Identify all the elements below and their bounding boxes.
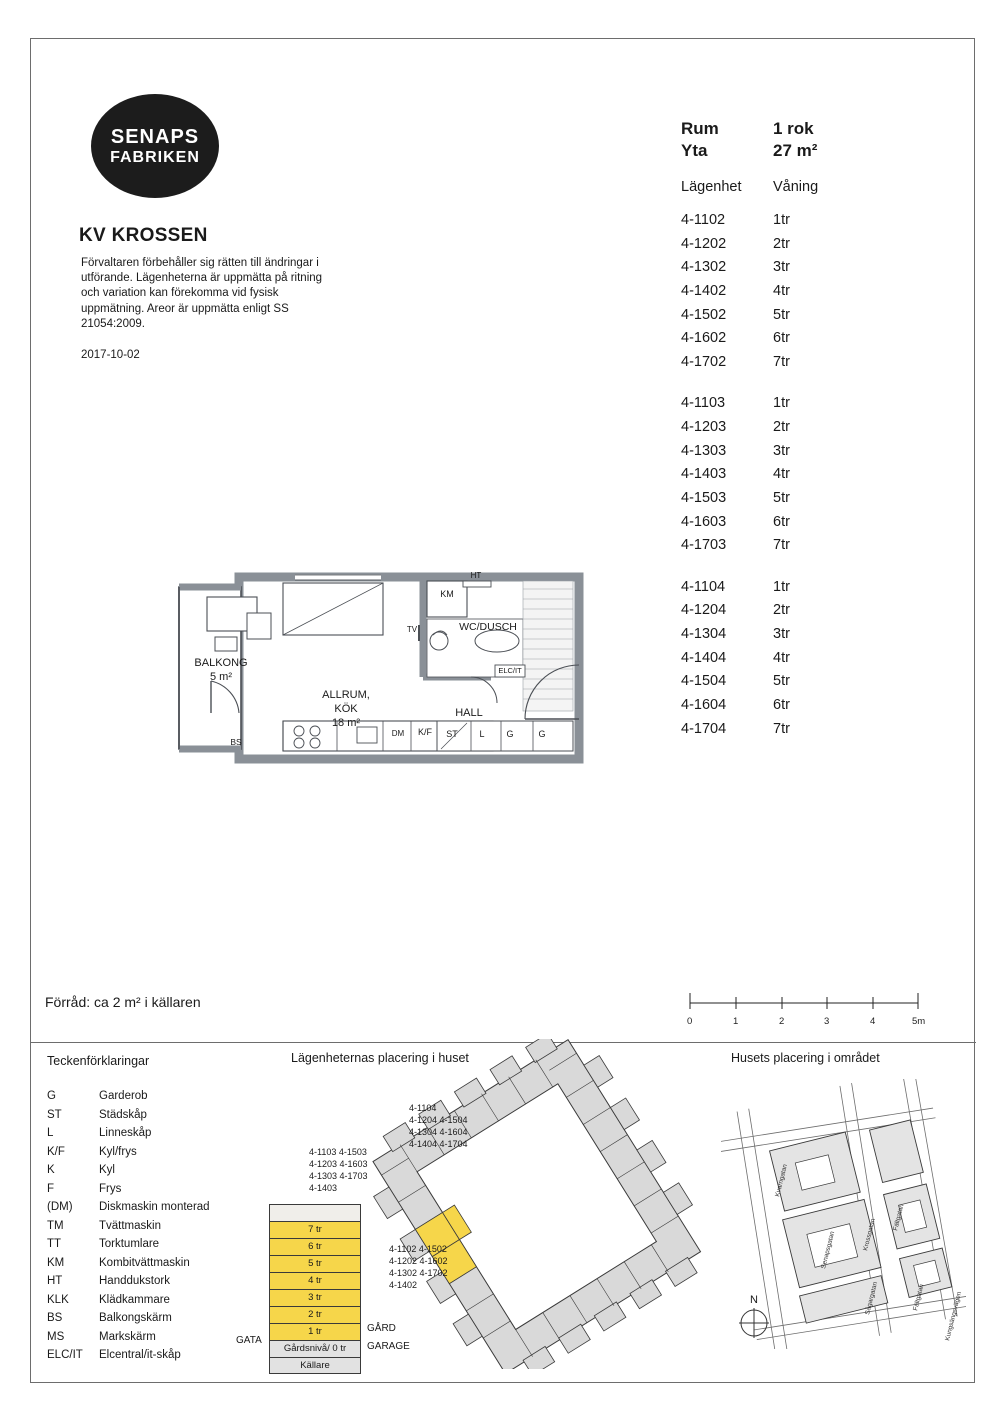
cell-floor: 4tr: [773, 282, 790, 299]
table-row: [681, 599, 911, 623]
area-map-title: Husets placering i området: [731, 1051, 880, 1065]
legend-title: Teckenförklaringar: [47, 1054, 150, 1068]
cell-floor: 3tr: [773, 442, 790, 459]
column-header-apartment: Lägenhet: [681, 179, 742, 195]
label-ht: HT: [470, 571, 482, 580]
building-plan-diagram: [361, 1039, 721, 1369]
document-date: 2017-10-02: [81, 349, 140, 361]
table-row: [681, 647, 911, 671]
stack-row: 7 tr: [269, 1221, 361, 1238]
cell-floor: 3tr: [773, 626, 790, 642]
code-line: 4-1302 4-1702: [389, 1267, 448, 1278]
legend-list: [47, 1087, 210, 1365]
list-item: [47, 1198, 210, 1217]
scale-tick: 3: [824, 1016, 830, 1027]
label-dm: DM: [391, 729, 405, 738]
code-line: 4-1402: [389, 1279, 418, 1290]
stack-row-ground: Gårdsnivå/ 0 tr: [269, 1340, 361, 1357]
legend-text: Tvättmaskin: [99, 1219, 161, 1232]
table-header-row: [681, 179, 911, 195]
stack-row: 1 tr: [269, 1323, 361, 1340]
stack-row: 3 tr: [269, 1289, 361, 1306]
compass-north: [731, 1294, 777, 1350]
compass-label: N: [750, 1294, 758, 1306]
list-item: [47, 1291, 210, 1310]
legend-text: Städskåp: [99, 1108, 147, 1121]
label-l: L: [479, 729, 485, 739]
label-g-1: G: [506, 729, 514, 739]
cell-floor: 4tr: [773, 649, 790, 666]
apartment-group-3: [681, 576, 911, 741]
legend-text: Linneskåp: [99, 1127, 152, 1139]
table-row: [681, 670, 911, 694]
list-item: [47, 1328, 210, 1347]
scale-bar-ticks: [686, 1016, 926, 1030]
street-label: Krossgatan: [862, 1217, 877, 1252]
legend-abbr: F: [47, 1182, 55, 1195]
cell-apartment: 4-1704: [681, 720, 727, 737]
scale-tick: 1: [733, 1016, 739, 1027]
stack-row: 5 tr: [269, 1255, 361, 1272]
logo-senapsfabriken: [91, 94, 219, 198]
legend-text: Klädkammare: [99, 1293, 170, 1306]
table-row: [681, 280, 911, 304]
cell-apartment: 4-1603: [681, 513, 727, 530]
label-gata: GATA: [236, 1335, 262, 1346]
spec-label-yta: Yta: [681, 141, 708, 160]
cell-apartment: 4-1702: [681, 353, 727, 370]
cell-floor: 3tr: [773, 259, 790, 276]
cell-apartment: 4-1304: [681, 626, 727, 642]
legend-text: Balkongskärm: [99, 1312, 172, 1324]
table-row: [681, 304, 911, 328]
cell-floor: 5tr: [773, 306, 790, 323]
compass-icon: [737, 1306, 771, 1340]
stack-row: 2 tr: [269, 1306, 361, 1323]
cell-floor: 5tr: [773, 673, 790, 690]
drawing-sheet: [30, 38, 975, 1383]
room-label-balkong: BALKONG 5 m²: [194, 657, 248, 683]
legend-text: Torktumlare: [99, 1238, 160, 1250]
legend-abbr: G: [47, 1090, 56, 1102]
logo-line-2: FABRIKEN: [110, 148, 200, 166]
cell-apartment: 4-1502: [681, 306, 727, 323]
list-item: [47, 1254, 210, 1273]
list-item: [47, 1217, 210, 1236]
cell-apartment: 4-1102: [681, 212, 726, 228]
spec-row-rum: [681, 119, 911, 139]
legend-abbr: ST: [47, 1108, 62, 1121]
table-row: [681, 256, 911, 280]
cell-floor: 6tr: [773, 513, 790, 530]
floor-plan: [171, 569, 631, 799]
table-row: [681, 694, 911, 718]
legend-abbr: TM: [47, 1219, 64, 1232]
spec-value-rum: 1 rok: [773, 119, 814, 138]
legend-text: Kombitvättmaskin: [99, 1256, 190, 1269]
list-item: [47, 1180, 210, 1199]
page-title: KV KROSSEN: [79, 225, 208, 246]
floor-stack-diagram: [269, 1204, 361, 1374]
cell-apartment: 4-1202: [681, 235, 727, 252]
code-line: 4-1404 4-1704: [409, 1138, 468, 1149]
label-bs: BS: [230, 737, 242, 747]
legend-text: Diskmaskin monterad: [99, 1201, 210, 1213]
table-row: [681, 718, 911, 742]
code-line: 4-1203 4-1603: [309, 1158, 368, 1169]
cell-floor: 6tr: [773, 696, 790, 713]
legend-text: Markskärm: [99, 1330, 156, 1343]
label-elc-it: ELC/IT: [498, 666, 522, 675]
legend-abbr: KLK: [47, 1293, 69, 1306]
list-item: [47, 1346, 210, 1365]
spec-row-yta: [681, 141, 911, 161]
list-item: [47, 1272, 210, 1291]
apartment-codes-right: [389, 1244, 448, 1292]
cell-floor: 2tr: [773, 419, 790, 435]
scale-tick: 4: [870, 1016, 876, 1027]
street-label: Kvarngatan: [774, 1163, 789, 1198]
cell-floor: 1tr: [773, 212, 790, 228]
code-line: 4-1304 4-1604: [409, 1126, 468, 1137]
cell-floor: 5tr: [773, 489, 790, 506]
cell-apartment: 4-1103: [681, 395, 726, 412]
list-item: [47, 1087, 210, 1106]
stack-row: 6 tr: [269, 1238, 361, 1255]
room-label-wc-dusch: WC/DUSCH: [459, 621, 517, 633]
table-row: [681, 534, 911, 558]
cell-apartment: 4-1302: [681, 259, 727, 276]
cell-apartment: 4-1204: [681, 602, 727, 619]
cell-floor: 4tr: [773, 466, 790, 483]
legend-text: Frys: [99, 1182, 122, 1195]
logo-line-1: SENAPS: [110, 125, 200, 148]
cell-apartment: 4-1404: [681, 649, 727, 666]
cell-apartment: 4-1602: [681, 330, 727, 347]
street-label: Fältgatan: [892, 1203, 906, 1232]
stack-row: 4 tr: [269, 1272, 361, 1289]
table-row: [681, 209, 911, 233]
cell-floor: 7tr: [773, 720, 790, 737]
legend-text: Handdukstork: [99, 1275, 170, 1287]
code-line: 4-1103 4-1503: [309, 1147, 367, 1157]
legend-abbr: KM: [47, 1256, 65, 1269]
stack-row-basement: Källare: [269, 1357, 361, 1374]
placement-title: Lägenheternas placering i huset: [291, 1051, 469, 1065]
table-row: [681, 351, 911, 375]
cell-floor: 7tr: [773, 537, 790, 554]
table-row: [681, 233, 911, 257]
scale-bar: [686, 989, 926, 1030]
column-header-floor: Våning: [773, 179, 819, 195]
table-row: [681, 576, 911, 600]
code-line: 4-1204 4-1504: [409, 1114, 468, 1125]
street-label: Sågargatan: [864, 1281, 880, 1316]
cell-apartment: 4-1703: [681, 537, 727, 554]
label-st: ST: [446, 729, 458, 739]
building-plan-graphic: [361, 1039, 721, 1369]
storage-note: Förråd: ca 2 m² i källaren: [45, 994, 201, 1010]
legend-text: Elcentral/it-skåp: [99, 1349, 181, 1361]
list-item: [47, 1309, 210, 1328]
table-row: [681, 392, 911, 416]
apartment-group-2: [681, 392, 911, 557]
street-label: Kungsängsvägen: [944, 1291, 964, 1342]
cell-floor: 7tr: [773, 353, 790, 370]
label-g-2: G: [538, 729, 546, 739]
table-row: [681, 416, 911, 440]
cell-floor: 2tr: [773, 235, 790, 252]
apartment-group-1: [681, 209, 911, 374]
list-item: [47, 1106, 210, 1125]
label-km: KM: [440, 589, 454, 599]
legend-abbr: TT: [47, 1238, 62, 1250]
cell-floor: 6tr: [773, 330, 790, 347]
label-garage: GARAGE: [367, 1341, 410, 1352]
scale-tick: 5m: [912, 1016, 926, 1027]
apartment-table: [681, 119, 911, 759]
legend-text: Kyl: [99, 1164, 115, 1176]
cell-floor: 2tr: [773, 602, 790, 619]
table-row: [681, 327, 911, 351]
label-kf: K/F: [417, 727, 432, 737]
list-item: [47, 1143, 210, 1162]
apartment-codes-left: [309, 1147, 368, 1195]
cell-apartment: 4-1104: [681, 578, 726, 595]
street-label: Senapsgatan: [820, 1230, 837, 1270]
table-row: [681, 511, 911, 535]
list-item: [47, 1235, 210, 1254]
table-row: [681, 487, 911, 511]
spec-value-yta: 27 m²: [773, 141, 818, 160]
table-row: [681, 440, 911, 464]
disclaimer-text: Förvaltaren förbehåller sig rätten till ändringar i utförande. Lägenheterna är uppmätta på ritning och variation kan förekomma vid fysisk uppmätning. Areor är uppmätta enligt SS 21054:2009.: [81, 257, 323, 330]
scale-bar-graphic: [686, 989, 926, 1011]
stack-row-blank: [269, 1204, 361, 1221]
cell-apartment: 4-1403: [681, 466, 727, 483]
legend-abbr: (DM): [47, 1201, 73, 1213]
street-label: Fältgatan: [912, 1283, 926, 1312]
table-row: [681, 463, 911, 487]
legend-abbr: BS: [47, 1312, 63, 1324]
spec-label-rum: Rum: [681, 119, 719, 138]
cell-floor: 1tr: [773, 578, 790, 595]
room-label-hall: HALL: [455, 707, 483, 719]
legend-abbr: HT: [47, 1275, 63, 1287]
label-gard: GÅRD: [367, 1323, 396, 1334]
legend-abbr: K/F: [47, 1145, 65, 1158]
scale-tick: 2: [779, 1016, 785, 1027]
label-tv: TV: [406, 625, 418, 634]
legend-text: Garderob: [99, 1090, 148, 1102]
cell-apartment: 4-1604: [681, 696, 727, 713]
code-line: 4-1202 4-1602: [389, 1255, 448, 1266]
list-item: [47, 1124, 210, 1143]
scale-tick: 0: [687, 1016, 693, 1027]
code-line: 4-1403: [309, 1182, 338, 1193]
cell-apartment: 4-1504: [681, 673, 727, 690]
room-label-allrum-kok: ALLRUM, KÖK 18 m²: [322, 689, 370, 729]
cell-floor: 1tr: [773, 395, 790, 412]
legend-abbr: ELC/IT: [47, 1349, 83, 1361]
legend-abbr: MS: [47, 1330, 65, 1343]
legend-abbr: K: [47, 1164, 55, 1176]
list-item: [47, 1161, 210, 1180]
code-line: 4-1102 4-1502: [389, 1244, 447, 1254]
code-line: 4-1104: [409, 1103, 437, 1113]
cell-apartment: 4-1402: [681, 282, 727, 299]
cell-apartment: 4-1303: [681, 442, 727, 459]
apartment-codes-top: [409, 1103, 468, 1151]
cell-apartment: 4-1203: [681, 419, 727, 435]
cell-apartment: 4-1503: [681, 489, 727, 506]
legend-abbr: L: [47, 1127, 54, 1139]
legend-text: Kyl/frys: [99, 1145, 137, 1158]
table-row: [681, 623, 911, 647]
code-line: 4-1303 4-1703: [309, 1170, 368, 1181]
